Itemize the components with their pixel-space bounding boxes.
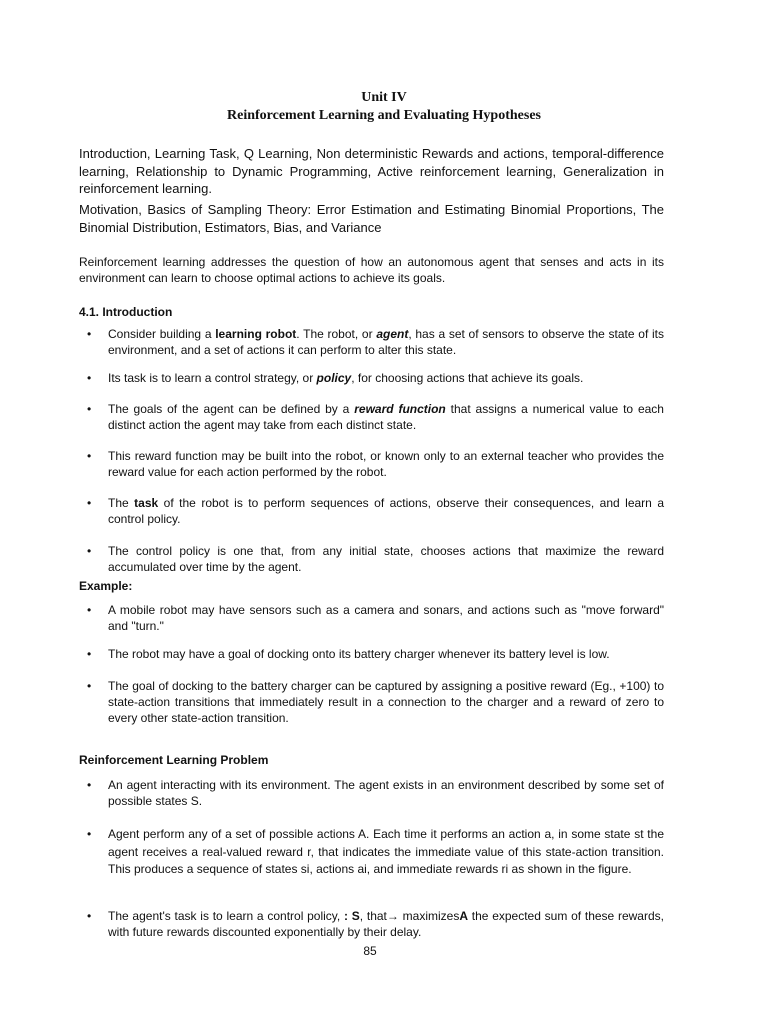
bullet-text: The goals of the agent can be defined by a reward function that assigns a numerical value to each distinct action the agent may take from each distinct state.: [108, 402, 664, 432]
bullet-text: Agent perform any of a set of possible actions A. Each time it performs an action a, in some state st the agent receives a real-valued reward r, that indicates the immediate value of this state-action transition. This produces a sequence of states si, actions ai, and immediate rewards ri as shown in the figure.: [108, 827, 664, 876]
bullet-text: Consider building a learning robot. The robot, or agent, has a set of sensors to observe the state of its environment, and a set of actions it can perform to alter this state.: [108, 327, 665, 357]
example-heading: Example:: [79, 579, 133, 593]
syllabus-topics-2: Motivation, Basics of Sampling Theory: Error Estimation and Estimating Binomial Proportions, The Binomial Distribution, Estimators, Bias, and Variance: [79, 202, 664, 235]
section-heading: 4.1. Introduction: [79, 305, 173, 319]
bullet-glyph: •: [87, 909, 92, 923]
bullet-glyph: •: [87, 449, 92, 463]
bullet-text: The control policy is one that, from any initial state, chooses actions that maximize the reward accumulated over time by the agent.: [108, 544, 664, 574]
intro-paragraph: Reinforcement learning addresses the question of how an autonomous agent that senses and acts in its environment can learn to choose optimal actions to achieve its goals.: [79, 255, 664, 285]
bullet-text: The goal of docking to the battery charger can be captured by assigning a positive reward (Eg., +100) to state-action transitions that immediately result in a connection to the charger and a reward of zero to every other state-action transition.: [108, 679, 664, 725]
page-number: 85: [363, 944, 377, 958]
unit-title: Unit IV: [361, 90, 407, 105]
bullet-glyph: •: [87, 827, 92, 841]
bullet-glyph: •: [87, 679, 92, 693]
bullet-text: The robot may have a goal of docking onto its battery charger whenever its battery level is low.: [108, 647, 610, 661]
syllabus-topics-1: Introduction, Learning Task, Q Learning, Non deterministic Rewards and actions, temporal-difference learning, Relationship to Dynamic Programming, Active reinforcement learning, Generalization in reinforcement learning.: [79, 146, 664, 196]
bullet-text: Its task is to learn a control strategy, or policy, for choosing actions that achieve its goals.: [108, 371, 584, 385]
bullet-text: An agent interacting with its environment. The agent exists in an environment described by some set of possible states S.: [108, 778, 664, 808]
bullet-glyph: •: [87, 544, 92, 558]
bullet-glyph: •: [87, 603, 92, 617]
bullet-text: This reward function may be built into the robot, or known only to an external teacher who provides the reward value for each action performed by the robot.: [108, 449, 664, 479]
bullet-glyph: •: [87, 371, 92, 385]
bullet-glyph: •: [87, 327, 92, 341]
bullet-glyph: •: [87, 647, 92, 661]
bullet-text: The agent's task is to learn a control policy, : S, that→ maximizesA the expected sum of these rewards, with future rewards discounted exponentially by their delay.: [108, 909, 664, 939]
bullet-text: A mobile robot may have sensors such as a camera and sonars, and actions such as "move forward" and "turn.": [108, 603, 664, 633]
problem-heading: Reinforcement Learning Problem: [79, 753, 269, 767]
unit-subtitle: Reinforcement Learning and Evaluating Hypotheses: [227, 108, 541, 123]
bullet-glyph: •: [87, 496, 92, 510]
bullet-glyph: •: [87, 402, 92, 416]
bullet-text: The task of the robot is to perform sequences of actions, observe their consequences, and learn a control policy.: [108, 496, 664, 526]
bullet-glyph: •: [87, 778, 92, 792]
